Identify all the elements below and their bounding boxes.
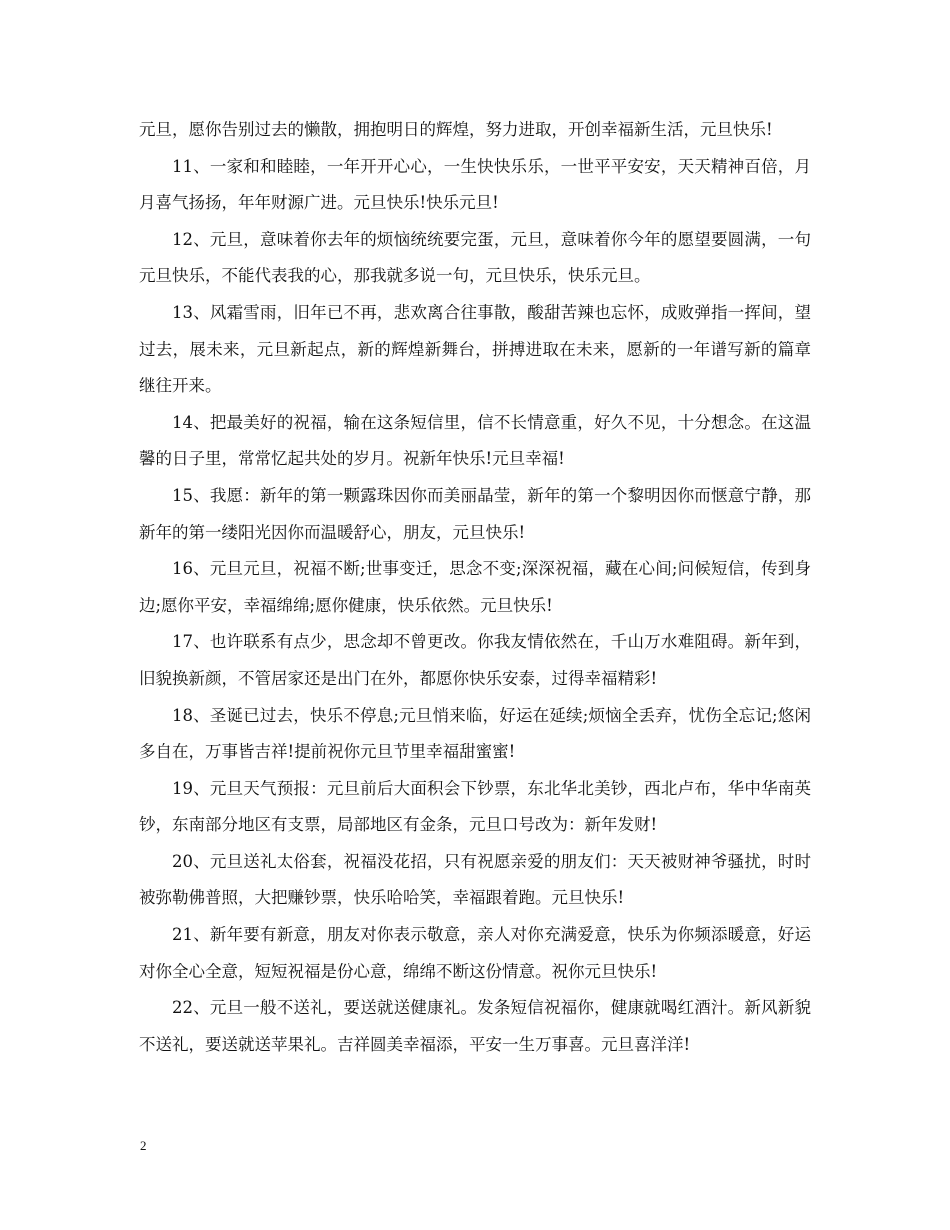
paragraph-item-16: 16、元旦元旦，祝福不断;世事变迁，思念不变;深深祝福，藏在心间;问候短信，传到身边;愿你平安，幸福绵绵;愿你健康，快乐依然。元旦快乐! [139,559,811,615]
paragraph-continuation: 元旦，愿你告别过去的懒散，拥抱明日的辉煌，努力进取，开创幸福新生活，元旦快乐! [139,120,773,139]
paragraph-item-13: 13、风霜雪雨，旧年已不再，悲欢离合往事散，酸甜苦辣也忘怀，成败弹指一挥间，望过去，展未来，元旦新起点，新的辉煌新舞台，拼搏进取在未来，愿新的一年谱写新的篇章继往开来。 [139,302,811,396]
paragraph-item-18: 18、圣诞已过去，快乐不停息;元旦悄来临，好运在延续;烦恼全丢弃，忧伤全忘记;悠闲多自在，万事皆吉祥!提前祝你元旦节里幸福甜蜜蜜! [139,705,811,762]
paragraph-item-22: 22、元旦一般不送礼，要送就送健康礼。发条短信祝福你，健康就喝红酒汁。新风新貌不送礼，要送就送苹果礼。吉祥圆美幸福添，平安一生万事喜。元旦喜洋洋! [139,998,811,1054]
paragraph-item-12: 12、元旦，意味着你去年的烦恼统统要完蛋，元旦，意味着你今年的愿望要圆满，一句元旦快乐，不能代表我的心，那我就多说一句，元旦快乐，快乐元旦。 [139,229,811,286]
paragraph-item-20: 20、元旦送礼太俗套，祝福没花招，只有祝愿亲爱的朋友们：天天被财神爷骚扰，时时被弥勒佛普照，大把赚钞票，快乐哈哈笑，幸福跟着跑。元旦快乐! [139,851,811,908]
paragraph-item-19: 19、元旦天气预报：元旦前后大面积会下钞票，东北华北美钞，西北卢布，华中华南英钞，东南部分地区有支票，局部地区有金条，元旦口号改为：新年发财! [139,778,811,835]
paragraph-item-14: 14、把最美好的祝福，输在这条短信里，信不长情意重，好久不见，十分想念。在这温馨的日子里，常常忆起共处的岁月。祝新年快乐!元旦幸福! [139,412,811,469]
document-body [139,112,811,1063]
paragraph-item-15: 15、我愿：新年的第一颗露珠因你而美丽晶莹，新年的第一个黎明因你而惬意宁静，那新年的第一缕阳光因你而温暖舒心，朋友，元旦快乐! [139,485,811,542]
paragraph-item-17: 17、也许联系有点少，思念却不曾更改。你我友情依然在，千山万水难阻碍。新年到，旧貌换新颜，不管居家还是出门在外，都愿你快乐安泰，过得幸福精彩! [139,632,811,688]
paragraph-item-11: 11、一家和和睦睦，一年开开心心，一生快快乐乐，一世平平安安，天天精神百倍，月月喜气扬扬，年年财源广进。元旦快乐!快乐元旦! [139,156,811,213]
page-number: 2 [140,1138,147,1153]
paragraph-item-21: 21、新年要有新意，朋友对你表示敬意，亲人对你充满爱意，快乐为你频添暖意，好运对你全心全意，短短祝福是份心意，绵绵不断这份情意。祝你元旦快乐! [139,925,811,981]
